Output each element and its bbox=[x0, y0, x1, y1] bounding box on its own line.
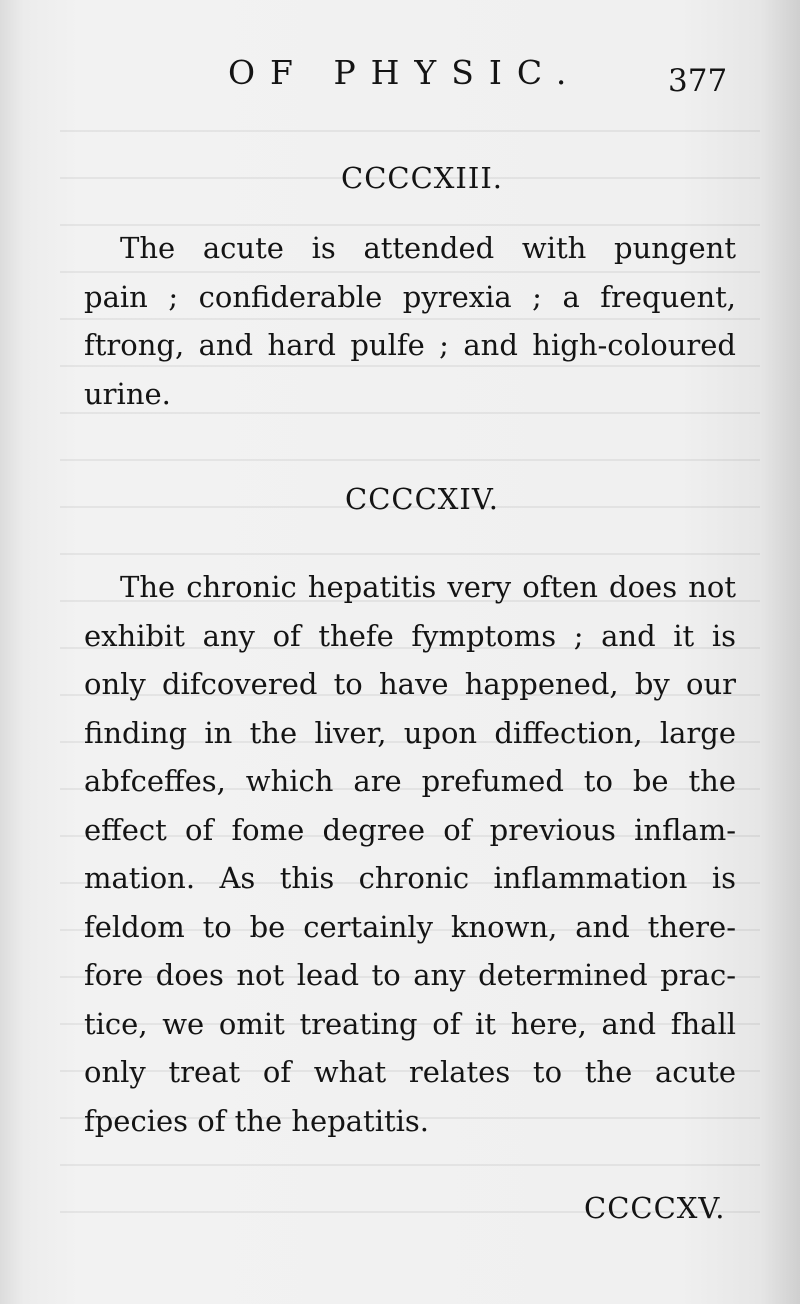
text-line: only difcovered to have happened, by our bbox=[84, 667, 736, 701]
text-line: fpecies of the hepatitis. bbox=[84, 1103, 430, 1138]
text-line: ftrong, and hard pulfe ; and high-coloured bbox=[84, 328, 736, 362]
text-line: tice, we omit treating of it here, and fhall bbox=[84, 1006, 736, 1041]
text-line: only treat of what relates to the acute bbox=[84, 1055, 736, 1089]
text-line: abfceffes, which are prefumed to be the bbox=[84, 764, 736, 798]
text-line: fore does not lead to any determined prac- bbox=[84, 958, 736, 992]
paragraph bbox=[84, 224, 736, 418]
text-line: urine. bbox=[84, 376, 171, 411]
running-head: OF PHYSIC. bbox=[228, 53, 582, 92]
text-line: The chronic hepatitis very often does not bbox=[120, 570, 736, 604]
text-line: mation. As this chronic inflammation is bbox=[84, 861, 736, 895]
text-line: pain ; confiderable pyrexia ; a frequent, bbox=[84, 279, 736, 314]
text-line: feldom to be certainly known, and there- bbox=[84, 909, 736, 944]
page-number: 377 bbox=[668, 63, 728, 99]
text-line: finding in the liver, upon diffection, large bbox=[84, 715, 736, 750]
section-heading: CCCCXIII. bbox=[341, 161, 503, 195]
text-line: effect of fome degree of previous inflam- bbox=[84, 812, 736, 847]
paragraph bbox=[84, 563, 736, 1145]
text-line: The acute is attended with pungent bbox=[120, 231, 736, 265]
section-heading: CCCCXIV. bbox=[345, 482, 499, 516]
text-line: exhibit any of thefe fymptoms ; and it is bbox=[84, 618, 736, 653]
catchword: CCCCXV. bbox=[584, 1191, 726, 1225]
